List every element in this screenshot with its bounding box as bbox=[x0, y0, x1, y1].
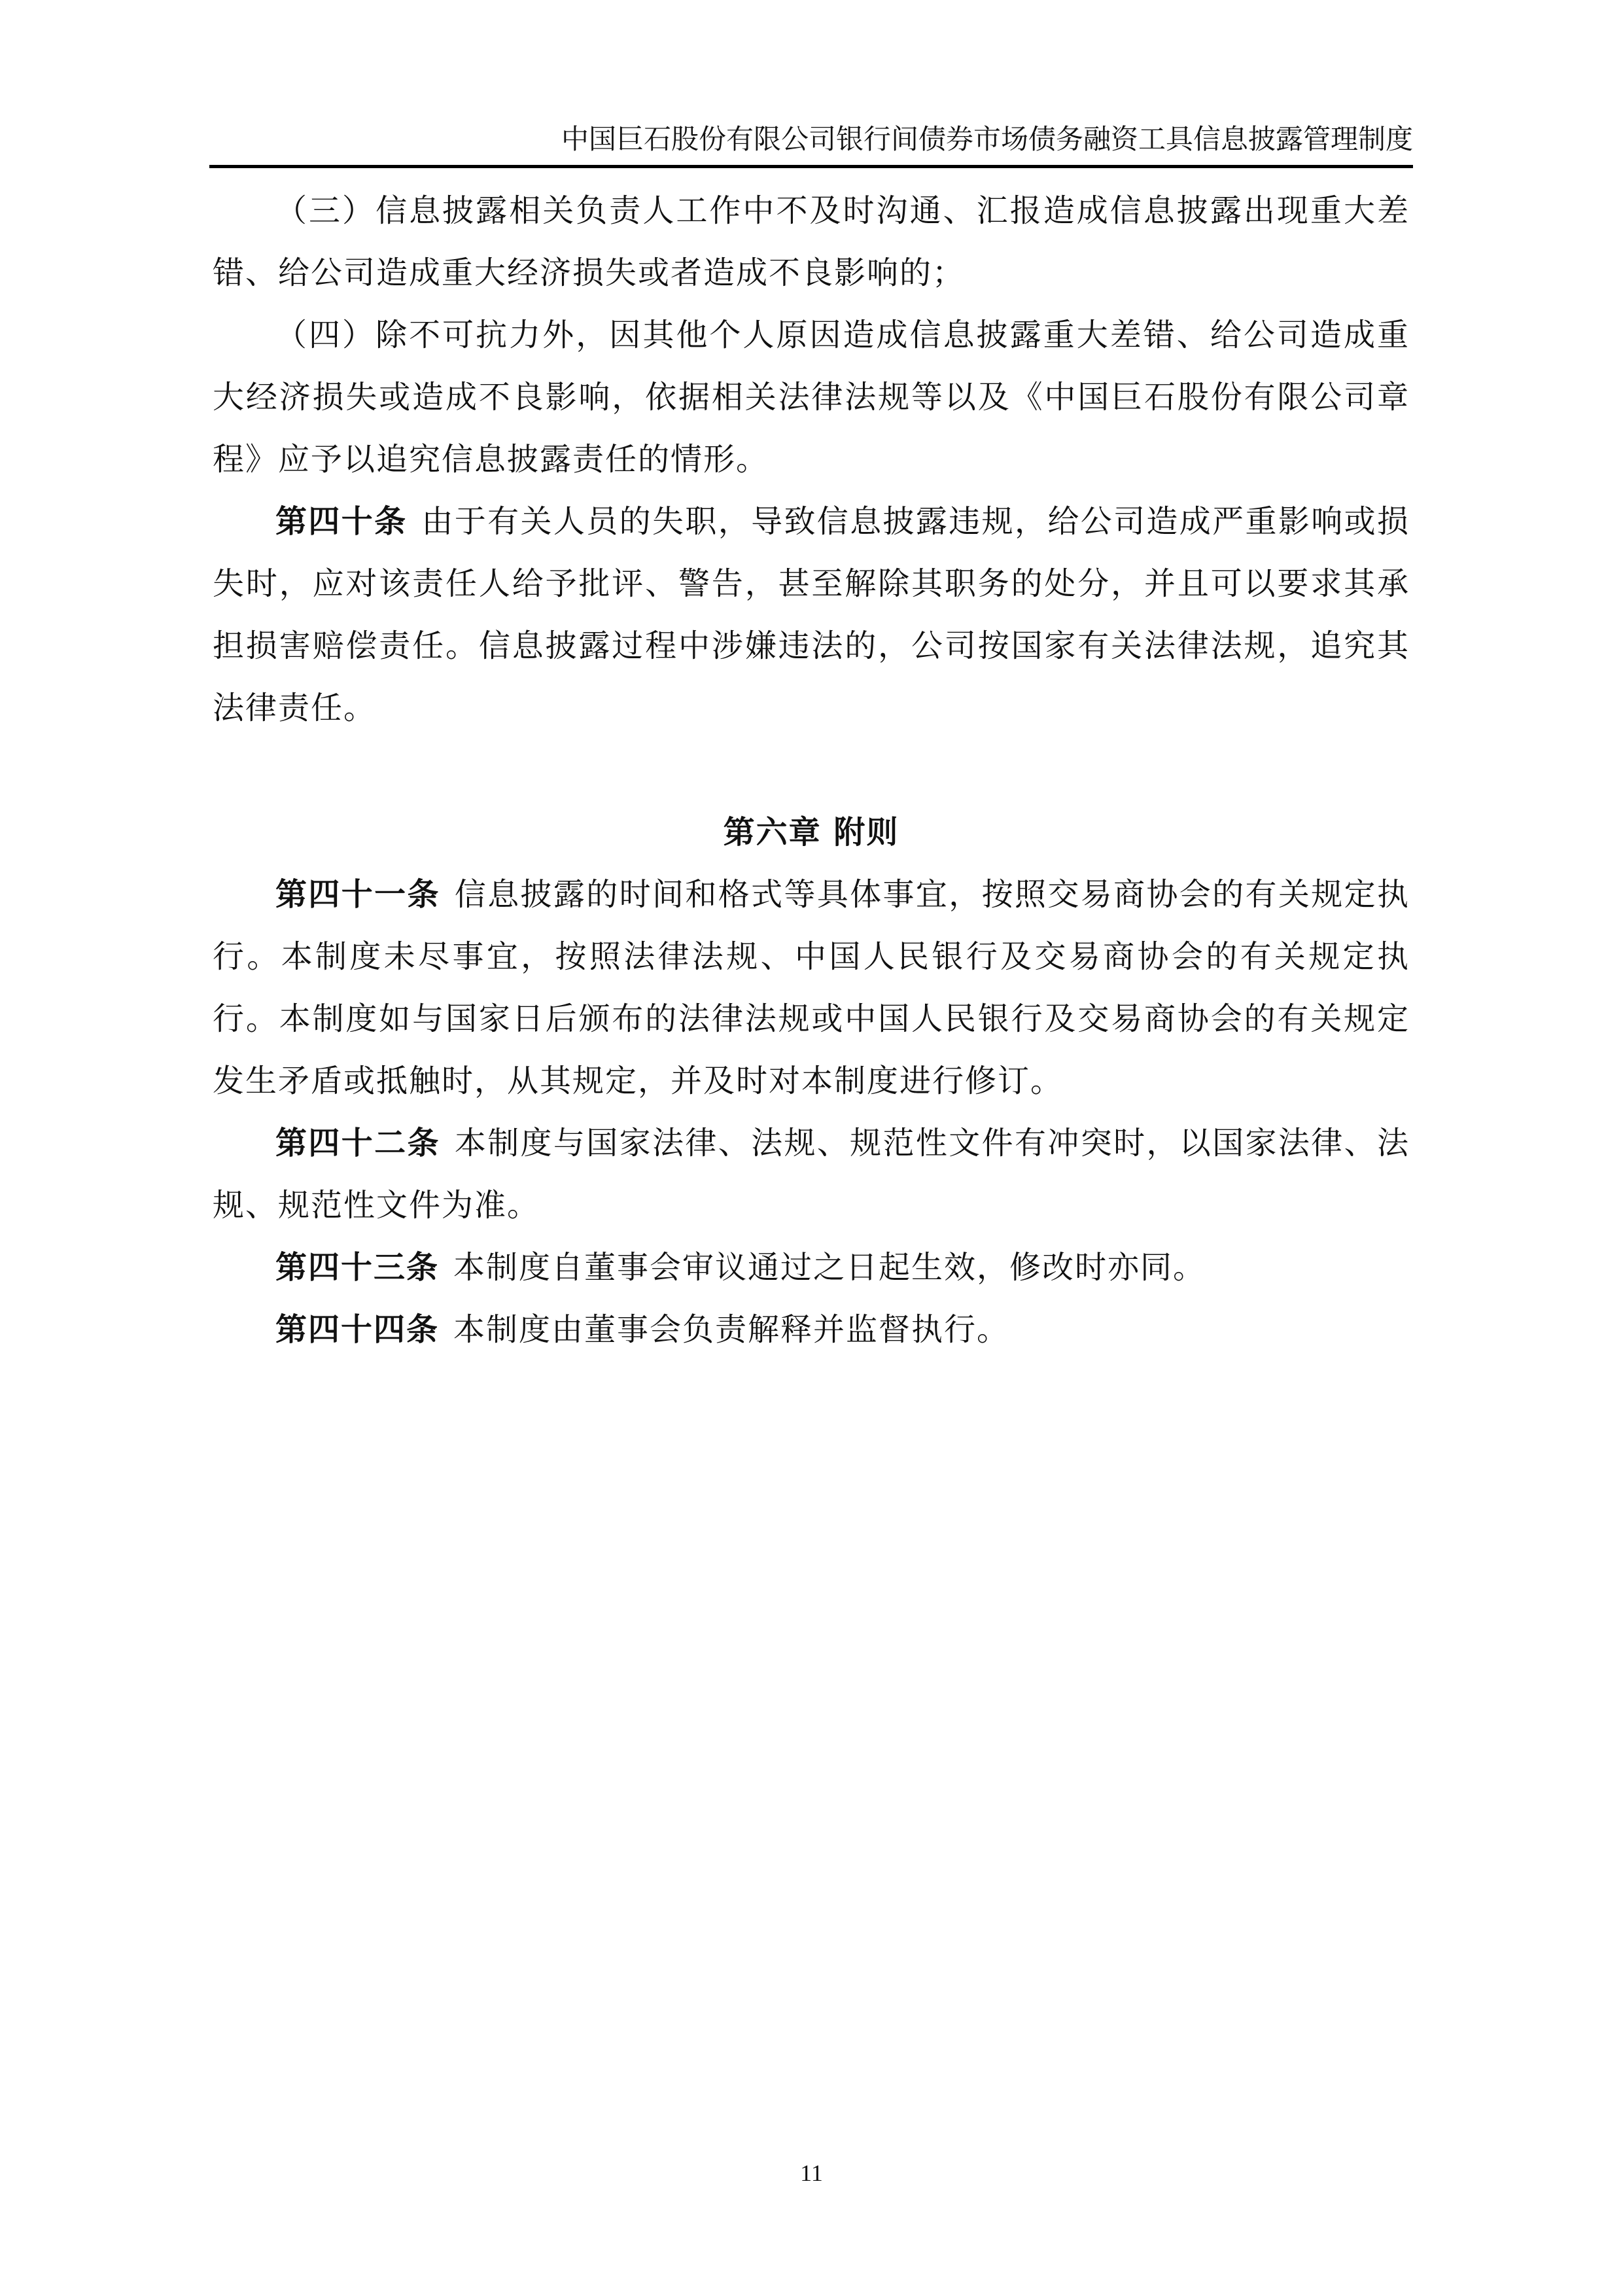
clause-3-paragraph: （三）信息披露相关负责人工作中不及时沟通、汇报造成信息披露出现重大差错、给公司造成重大经济损失或者造成不良影响的； bbox=[213, 192, 1410, 291]
article-label: 第四十三条 bbox=[275, 1249, 440, 1286]
chapter-heading: 第六章 附则 bbox=[723, 814, 899, 851]
page-header bbox=[209, 111, 1413, 156]
document-body bbox=[213, 180, 1410, 1361]
article-text: 信息披露的时间和格式等具体事宜，按照交易商协会的有关规定执行。本制度未尽事宜，按照法律法规、中国人民银行及交易商协会的有关规定执行。本制度如与国家日后颁布的法律法规或中国人民银行及交易商协会的有关规定发生矛盾或抵触时，从其规定，并及时对本制度进行修订。 bbox=[213, 876, 1410, 1099]
clause-4-paragraph: （四）除不可抗力外，因其他个人原因造成信息披露重大差错、给公司造成重大经济损失或造成不良影响，依据相关法律法规等以及《中国巨石股份有限公司章程》应予以追究信息披露责任的情形。 bbox=[213, 317, 1410, 478]
article-label: 第四十一条 bbox=[275, 876, 440, 913]
article-43-paragraph bbox=[213, 1237, 1410, 1299]
article-text: 本制度自董事会审议通过之日起生效，修改时亦同。 bbox=[453, 1249, 1206, 1286]
article-40-paragraph bbox=[213, 491, 1410, 739]
article-label: 第四十四条 bbox=[275, 1311, 440, 1348]
article-label: 第四十条 bbox=[275, 503, 408, 540]
header-rule bbox=[209, 165, 1413, 168]
article-label: 第四十二条 bbox=[275, 1125, 440, 1161]
article-text: 本制度由董事会负责解释并监督执行。 bbox=[453, 1311, 1010, 1348]
page-number: 11 bbox=[800, 2160, 823, 2186]
article-text: 由于有关人员的失职，导致信息披露违规，给公司造成严重影响或损失时，应对该责任人给予批评、警告，甚至解除其职务的处分，并且可以要求其承担损害赔偿责任。信息披露过程中涉嫌违法的，公司按国家有关法律法规，追究其法律责任。 bbox=[213, 503, 1410, 726]
header-title: 中国巨石股份有限公司银行间债券市场债务融资工具信息披露管理制度 bbox=[561, 123, 1413, 155]
article-41-paragraph bbox=[213, 864, 1410, 1112]
article-text: 本制度与国家法律、法规、规范性文件有冲突时，以国家法律、法规、规范性文件为准。 bbox=[213, 1125, 1410, 1224]
article-44-paragraph bbox=[213, 1299, 1410, 1361]
article-42-paragraph bbox=[213, 1112, 1410, 1237]
